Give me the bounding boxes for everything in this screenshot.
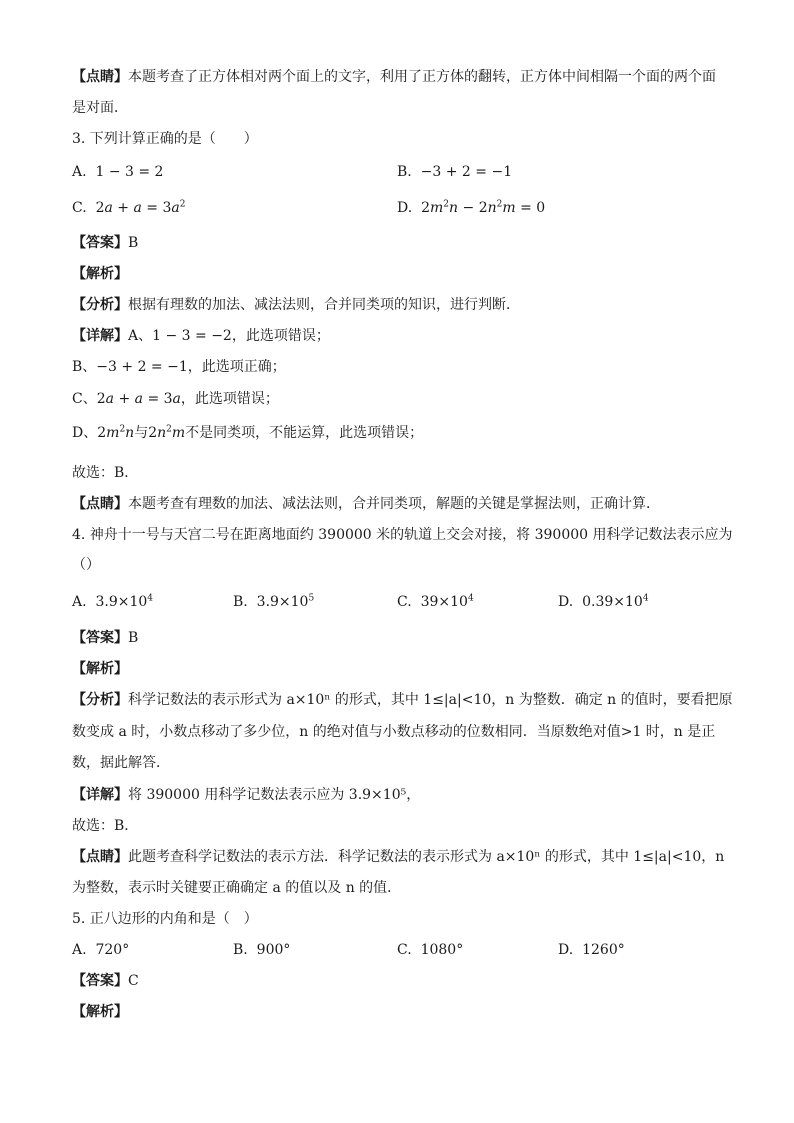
answer-tag: 【答案】	[72, 630, 128, 646]
option-math: $2a + a = 3a^2$	[95, 199, 186, 216]
answer-value: B	[128, 235, 139, 251]
q5-answer	[72, 971, 139, 991]
option-label: A.	[72, 594, 87, 610]
question-4-stem-cont: （）	[72, 557, 100, 573]
remark-text: 本题考查有理数的加法、减法法则，合并同类项，解题的关键是掌握法则，正确计算．	[128, 496, 660, 512]
q4-option-c	[397, 592, 474, 612]
q3-analysis-tag: 【解析】	[72, 266, 128, 282]
q5-option-a	[72, 940, 129, 960]
q5-option-d	[558, 940, 625, 960]
q4-option-a	[72, 592, 153, 612]
q4-answer	[72, 628, 138, 648]
option-label: C.	[397, 942, 412, 958]
option-label: B.	[397, 164, 412, 180]
q3-xiangjie-b	[72, 357, 286, 377]
item-math: 2a + a = 3a	[96, 391, 181, 407]
xiangjie-text: 将 390000 用科学记数法表示应为 3.9×10⁵，	[128, 787, 421, 803]
remark-text: 本题考查了正方体相对两个面上的文字，利用了正方体的翻转，正方体中间相隔一个面的两个面	[128, 69, 716, 85]
remark-text: 此题考查科学记数法的表示方法．科学记数法的表示形式为 a×10ⁿ 的形式，其中 1≤|a|<10，n	[128, 849, 725, 865]
item-math-2: $2n^2m$	[148, 424, 186, 441]
option-math: 1080°	[420, 942, 464, 958]
answer-tag: 【答案】	[72, 973, 128, 989]
option-math: 720°	[95, 942, 130, 958]
q5-option-c	[397, 940, 463, 960]
question-4-stem: 4. 神舟十一号与天宫二号在距离地面约 390000 米的轨道上交会对接，将 390000 用科学记数法表示应为	[72, 527, 733, 543]
option-math: $2m^2n - 2n^2m = 0$	[421, 199, 546, 216]
option-label: A.	[72, 164, 87, 180]
item-math: 1 − 3 = −2	[152, 328, 232, 344]
q5-option-b	[233, 940, 290, 960]
q4-fenxi-line1	[72, 690, 733, 710]
q4-analysis-tag: 【解析】	[72, 661, 128, 677]
item-mid: 与	[134, 425, 149, 441]
option-math: 900°	[256, 942, 291, 958]
remark-tag: 【点睛】	[72, 849, 128, 865]
question-5-stem: 5. 正八边形的内角和是（ ）	[72, 911, 258, 927]
xiangjie-tag: 【详解】	[72, 787, 128, 803]
q4-option-b	[233, 592, 314, 612]
q4-remark-line1	[72, 847, 724, 867]
option-label: C.	[72, 200, 87, 216]
item-prefix: D、	[72, 425, 98, 441]
option-label: B.	[233, 594, 248, 610]
option-label: D.	[558, 942, 574, 958]
q3-option-b	[397, 162, 512, 182]
item-suffix: 不是同类项，不能运算，此选项错误；	[185, 425, 424, 441]
item-suffix: ，此选项错误；	[180, 391, 279, 407]
question-3-stem: 3. 下列计算正确的是（ ）	[72, 131, 258, 147]
q4-xiangjie	[72, 785, 420, 805]
q3-xiangjie-c	[72, 389, 279, 409]
q3-option-c	[72, 198, 186, 218]
answer-tag: 【答案】	[72, 235, 128, 251]
option-label: B.	[233, 942, 248, 958]
q3-option-a	[72, 162, 163, 182]
item-prefix: A、	[128, 328, 153, 344]
item-suffix: ，此选项错误；	[231, 328, 330, 344]
option-math: $3.9\times 10^5$	[256, 593, 315, 610]
option-math: $3.9\times 10^4$	[95, 593, 154, 610]
fenxi-text: 科学记数法的表示形式为 a×10ⁿ 的形式，其中 1≤|a|<10，n 为整数．确定 n 的值时，要看把原	[128, 692, 733, 708]
q2-remark-line2: 是对面．	[72, 100, 128, 116]
q3-xiangjie-a	[72, 326, 330, 346]
q5-analysis-tag: 【解析】	[72, 1004, 128, 1020]
xiangjie-tag: 【详解】	[72, 328, 128, 344]
answer-value: B	[128, 630, 139, 646]
q4-choice: 故选：B．	[72, 818, 139, 834]
q4-fenxi-line3: 数，据此解答．	[72, 755, 170, 771]
fenxi-text: 根据有理数的加法、减法法则，合并同类项的知识，进行判断．	[128, 297, 520, 313]
q3-answer	[72, 233, 138, 253]
item-math: −3 + 2 = −1	[96, 359, 188, 375]
q3-fenxi	[72, 295, 520, 315]
q3-xiangjie-d	[72, 423, 423, 443]
option-label: C.	[397, 594, 412, 610]
option-label: A.	[72, 942, 87, 958]
item-math: $2m^2n$	[97, 424, 135, 441]
option-math: 1 − 3 = 2	[95, 164, 164, 180]
remark-tag: 【点睛】	[72, 496, 128, 512]
q2-remark-line1	[72, 67, 716, 87]
item-suffix: ，此选项正确；	[187, 359, 286, 375]
fenxi-tag: 【分析】	[72, 297, 128, 313]
q3-option-d	[397, 198, 545, 218]
answer-value: C	[128, 973, 139, 989]
q4-option-d	[558, 592, 649, 612]
item-prefix: C、	[72, 391, 97, 407]
q4-fenxi-line2: 数变成 a 时，小数点移动了多少位，n 的绝对值与小数点移动的位数相同．当原数绝对值>1 时，n 是正	[72, 724, 716, 740]
q4-remark-line2: 为整数，表示时关键要正确确定 a 的值以及 n 的值．	[72, 880, 402, 896]
fenxi-tag: 【分析】	[72, 692, 128, 708]
option-math: 1260°	[582, 942, 625, 958]
option-label: D.	[397, 200, 413, 216]
option-math: $39\times 10^4$	[420, 593, 474, 610]
q3-remark	[72, 494, 660, 514]
option-math: −3 + 2 = −1	[420, 164, 513, 180]
q3-choice: 故选：B．	[72, 465, 139, 481]
remark-tag: 【点睛】	[72, 69, 128, 85]
option-math: $0.39\times 10^4$	[582, 593, 649, 610]
option-label: D.	[558, 594, 574, 610]
item-prefix: B、	[72, 359, 97, 375]
